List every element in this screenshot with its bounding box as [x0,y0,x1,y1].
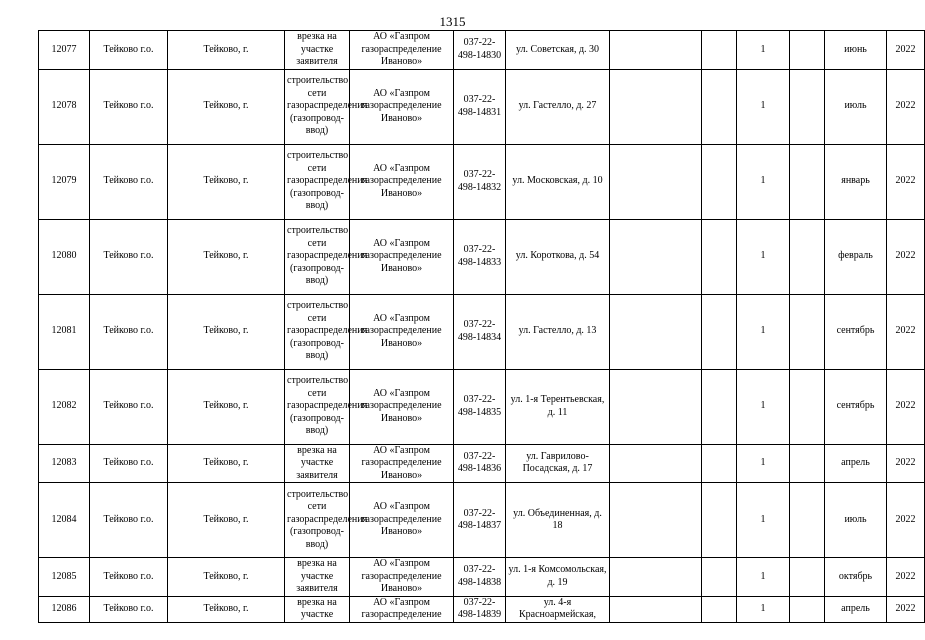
cell-empty [790,144,825,219]
cell-work-type: строительство сети газораспределения (газопровод-ввод) [285,294,350,369]
cell-count: 1 [737,558,790,597]
cell-address: ул. 1-я Комсомольская, д. 19 [506,558,610,597]
table-row [39,69,925,144]
cell-month: апрель [825,444,887,483]
page-number: 1315 [439,14,466,29]
cell-year: 2022 [887,294,925,369]
cell-empty [610,31,702,70]
cell-year: 2022 [887,69,925,144]
cell-work-type: строительство сети газораспределения (газопровод-ввод) [285,483,350,558]
cell-municipality: Тейково г.о. [90,596,168,622]
cell-municipality: Тейково г.о. [90,69,168,144]
cell-empty [702,219,737,294]
cell-empty [702,444,737,483]
cell-work-type: врезка на участке заявителя [285,558,350,597]
cell-empty [610,294,702,369]
cell-month: июль [825,69,887,144]
cell-locality: Тейково, г. [168,219,285,294]
cell-number: 12080 [39,219,90,294]
cell-organization: АО «Газпром газораспределение Иваново» [350,444,454,483]
cell-municipality: Тейково г.о. [90,144,168,219]
cell-empty [790,596,825,622]
cell-address: ул. Объединенная, д. 18 [506,483,610,558]
cell-empty [610,144,702,219]
cell-count: 1 [737,369,790,444]
cell-year: 2022 [887,369,925,444]
cell-code: 037-22-498-14838 [454,558,506,597]
cell-code: 037-22-498-14833 [454,219,506,294]
cell-empty [610,369,702,444]
cell-year: 2022 [887,596,925,622]
cell-empty [702,483,737,558]
cell-year: 2022 [887,219,925,294]
cell-number: 12082 [39,369,90,444]
cell-address: ул. Короткова, д. 54 [506,219,610,294]
registry-table [38,30,925,623]
cell-empty [790,558,825,597]
cell-empty [790,483,825,558]
cell-empty [702,294,737,369]
cell-municipality: Тейково г.о. [90,483,168,558]
cell-number: 12084 [39,483,90,558]
table-row [39,596,925,622]
cell-work-type: врезка на участке заявителя [285,31,350,70]
cell-code: 037-22-498-14839 [454,596,506,622]
cell-number: 12077 [39,31,90,70]
cell-code: 037-22-498-14834 [454,294,506,369]
table-row [39,294,925,369]
cell-municipality: Тейково г.о. [90,444,168,483]
cell-locality: Тейково, г. [168,558,285,597]
cell-organization: АО «Газпром газораспределение Иваново» [350,558,454,597]
cell-month: февраль [825,219,887,294]
cell-count: 1 [737,294,790,369]
cell-month: апрель [825,596,887,622]
cell-empty [702,144,737,219]
cell-organization: АО «Газпром газораспределение Иваново» [350,144,454,219]
cell-empty [702,31,737,70]
table-row [39,369,925,444]
cell-address: ул. Гастелло, д. 27 [506,69,610,144]
cell-work-type: строительство сети газораспределения (газопровод-ввод) [285,69,350,144]
cell-empty [702,369,737,444]
cell-count: 1 [737,596,790,622]
cell-empty [790,69,825,144]
cell-code: 037-22-498-14832 [454,144,506,219]
cell-municipality: Тейково г.о. [90,219,168,294]
cell-empty [790,294,825,369]
cell-municipality: Тейково г.о. [90,369,168,444]
table-row [39,444,925,483]
table-row [39,483,925,558]
cell-count: 1 [737,219,790,294]
cell-count: 1 [737,483,790,558]
cell-organization: АО «Газпром газораспределение [350,596,454,622]
cell-locality: Тейково, г. [168,294,285,369]
cell-empty [702,558,737,597]
cell-count: 1 [737,31,790,70]
cell-work-type: строительство сети газораспределения (газопровод-ввод) [285,369,350,444]
cell-locality: Тейково, г. [168,31,285,70]
cell-number: 12079 [39,144,90,219]
cell-locality: Тейково, г. [168,483,285,558]
cell-empty [790,444,825,483]
cell-empty [790,31,825,70]
cell-work-type: врезка на участке [285,596,350,622]
cell-number: 12078 [39,69,90,144]
cell-empty [610,69,702,144]
cell-address: ул. 1-я Терентьевская, д. 11 [506,369,610,444]
cell-organization: АО «Газпром газораспределение Иваново» [350,219,454,294]
cell-number: 12085 [39,558,90,597]
cell-year: 2022 [887,444,925,483]
cell-month: сентябрь [825,369,887,444]
cell-organization: АО «Газпром газораспределение Иваново» [350,483,454,558]
cell-address: ул. Гаврилово-Посадская, д. 17 [506,444,610,483]
cell-year: 2022 [887,31,925,70]
cell-municipality: Тейково г.о. [90,558,168,597]
cell-code: 037-22-498-14831 [454,69,506,144]
cell-number: 12086 [39,596,90,622]
cell-locality: Тейково, г. [168,144,285,219]
cell-organization: АО «Газпром газораспределение Иваново» [350,369,454,444]
cell-address: ул. 4-я Красноармейская, [506,596,610,622]
cell-month: октябрь [825,558,887,597]
cell-empty [790,219,825,294]
cell-municipality: Тейково г.о. [90,294,168,369]
cell-work-type: строительство сети газораспределения (газопровод-ввод) [285,144,350,219]
cell-empty [610,444,702,483]
cell-organization: АО «Газпром газораспределение Иваново» [350,69,454,144]
cell-locality: Тейково, г. [168,69,285,144]
cell-year: 2022 [887,483,925,558]
cell-empty [790,369,825,444]
cell-code: 037-22-498-14836 [454,444,506,483]
cell-empty [610,596,702,622]
cell-empty [702,69,737,144]
cell-address: ул. Московская, д. 10 [506,144,610,219]
cell-empty [702,596,737,622]
table-row [39,219,925,294]
cell-locality: Тейково, г. [168,596,285,622]
cell-month: сентябрь [825,294,887,369]
cell-code: 037-22-498-14830 [454,31,506,70]
cell-code: 037-22-498-14835 [454,369,506,444]
cell-month: январь [825,144,887,219]
cell-count: 1 [737,144,790,219]
cell-address: ул. Гастелло, д. 13 [506,294,610,369]
cell-organization: АО «Газпром газораспределение Иваново» [350,31,454,70]
cell-month: июнь [825,31,887,70]
cell-year: 2022 [887,144,925,219]
cell-count: 1 [737,69,790,144]
cell-year: 2022 [887,558,925,597]
cell-count: 1 [737,444,790,483]
cell-work-type: врезка на участке заявителя [285,444,350,483]
cell-code: 037-22-498-14837 [454,483,506,558]
table-row [39,558,925,597]
cell-organization: АО «Газпром газораспределение Иваново» [350,294,454,369]
cell-work-type: строительство сети газораспределения (газопровод-ввод) [285,219,350,294]
cell-address: ул. Советская, д. 30 [506,31,610,70]
cell-empty [610,219,702,294]
cell-empty [610,558,702,597]
cell-locality: Тейково, г. [168,369,285,444]
cell-locality: Тейково, г. [168,444,285,483]
cell-empty [610,483,702,558]
table-row [39,144,925,219]
cell-month: июль [825,483,887,558]
table-row [39,31,925,70]
cell-number: 12083 [39,444,90,483]
cell-municipality: Тейково г.о. [90,31,168,70]
cell-number: 12081 [39,294,90,369]
